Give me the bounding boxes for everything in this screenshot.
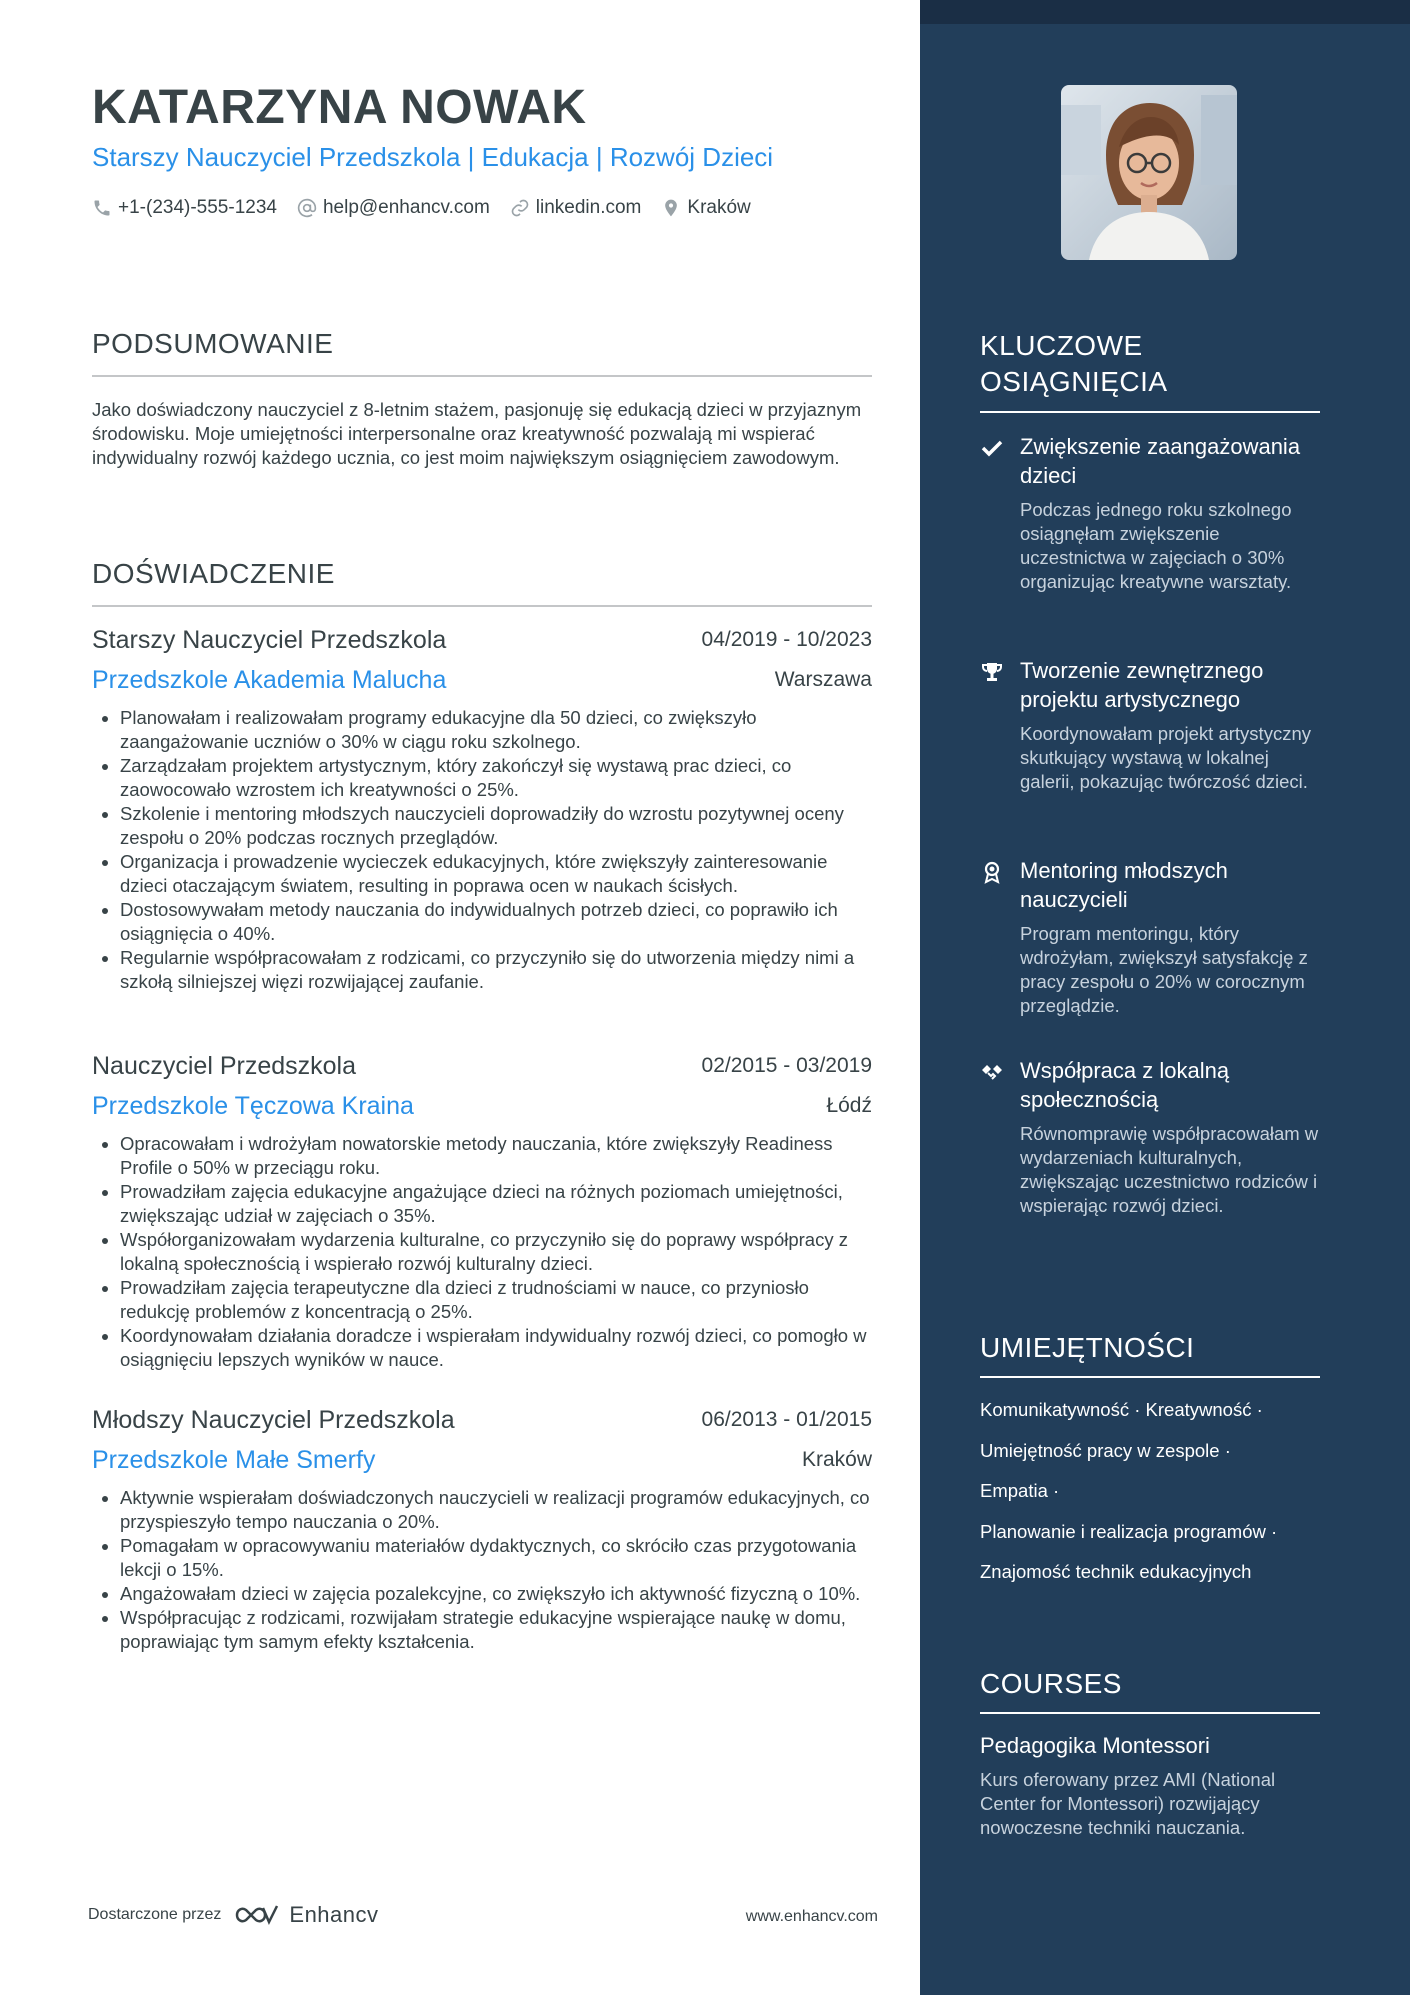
job-bullet: • Planowałam i realizowałam programy edukacyjne dla 50 dzieci, co zwiększyło zaangażowanie uczniów o 30% w ciągu roku szkolnego. — [120, 706, 872, 754]
skill-line: Komunikatywność · Kreatywność · — [980, 1399, 1263, 1420]
job-bullet: • Organizacja i prowadzenie wycieczek edukacyjnych, które zwiększyły zainteresowanie dzieci otaczającym światem, resulting in poprawa ocen w naukach ścisłych. — [120, 850, 872, 898]
sidebar — [920, 0, 1410, 1995]
job-location: Warszawa — [774, 668, 872, 691]
job-location: Kraków — [801, 1448, 872, 1471]
brand-name: Enhancv — [289, 1902, 379, 1927]
achievement-title: Współpraca z lokalną społecznością — [1020, 1058, 1230, 1112]
job-bullet: • Opracowałam i wdrożyłam nowatorskie metody nauczania, które zwiększyły Readiness Profile o 50% w przeciągu roku. — [120, 1132, 872, 1180]
job-bullet: • Regularnie współpracowałam z rodzicami, co przyczyniło się do utworzenia między nimi a szkołą silniejszej więzi rozwijającej zaufanie. — [120, 946, 872, 994]
contact-linkedin — [510, 197, 642, 219]
experience-divider — [92, 605, 872, 607]
job-title: Młodszy Nauczyciel Przedszkola — [92, 1406, 455, 1434]
phone-icon — [92, 198, 112, 218]
achievements-heading-line2: OSIĄGNIĘCIA — [980, 366, 1168, 397]
achievement-description: Równomprawię współpracowałam w wydarzeniach kulturalnych, zwiększając uczestnictwo rodziców i wspierając rozwój dzieci. — [1020, 1123, 1319, 1216]
job-entry — [92, 1052, 872, 1372]
footer-branding — [88, 1902, 379, 1928]
job-bullet: • Pomagałam w opracowywaniu materiałów dydaktycznych, co skróciło czas przygotowania lekcji o 15%. — [120, 1534, 872, 1582]
achievement-title: Mentoring młodszych nauczycieli — [1020, 858, 1228, 912]
course-description: Kurs oferowany przez AMI (National Center for Montessori) rozwijający nowoczesne techniki nauczania. — [980, 1769, 1276, 1838]
enhancv-logo-icon — [233, 1902, 281, 1928]
job-company: Przedszkole Małe Smerfy — [92, 1446, 376, 1474]
achievement-title: Zwiększenie zaangażowania dzieci — [1020, 434, 1301, 488]
contact-phone — [92, 197, 277, 219]
job-bullets — [92, 706, 872, 994]
job-bullet: • Dostosowywałam metody nauczania do indywidualnych potrzeb dzieci, co poprawiło ich osiągnięcia o 40%. — [120, 898, 872, 946]
powered-by-text: Dostarczone przez — [88, 1906, 222, 1923]
link-icon — [510, 198, 530, 218]
achievements-heading — [980, 328, 1168, 400]
footer-url[interactable]: www.enhancv.com — [745, 1908, 878, 1925]
candidate-headline: Starszy Nauczyciel Przedszkola | Edukacja | Rozwój Dzieci — [92, 142, 774, 172]
email-text[interactable]: help@enhancv.com — [322, 197, 490, 218]
at-icon — [297, 198, 317, 218]
job-entry — [92, 626, 872, 994]
job-title: Starszy Nauczyciel Przedszkola — [92, 626, 447, 654]
skill-line: Empatia · — [980, 1480, 1060, 1501]
profile-photo — [1061, 85, 1237, 260]
achievement-title: Tworzenie zewnętrznego projektu artystycznego — [1020, 658, 1264, 712]
phone-text[interactable]: +1-(234)-555-1234 — [118, 197, 277, 218]
linkedin-text[interactable]: linkedin.com — [535, 197, 642, 218]
job-entry — [92, 1406, 872, 1654]
achievements-divider — [980, 411, 1320, 413]
job-company: Przedszkole Tęczowa Kraina — [92, 1092, 414, 1120]
job-dates: 02/2015 - 03/2019 — [701, 1054, 872, 1077]
location-pin-icon — [661, 198, 681, 218]
medal-icon — [980, 860, 1004, 884]
achievement-description: Koordynowałam projekt artystyczny skutkujący wystawą w lokalnej galerii, pokazując twórczość dzieci. — [1020, 723, 1311, 792]
summary-divider — [92, 375, 872, 377]
location-text: Kraków — [687, 197, 751, 218]
check-icon — [980, 436, 1004, 460]
summary-heading: PODSUMOWANIE — [92, 328, 334, 359]
courses-divider — [980, 1712, 1320, 1714]
skill-line: Znajomość technik edukacyjnych — [980, 1561, 1252, 1582]
achievement-description: Program mentoringu, który wdrożyłam, zwiększył satysfakcję z pracy zespołu o 20% w corocznym przeglądzie. — [1020, 923, 1308, 1016]
summary-text: Jako doświadczony nauczyciel z 8-letnim stażem, pasjonuję się edukacją dzieci w przyjaznym środowisku. Moje umiejętności interpersonalne oraz kreatywność pozwalają mi wspierać indywidualny rozwój każdego ucznia, co jest moim największym osiągnięciem zawodowym. — [92, 399, 862, 468]
job-company: Przedszkole Akademia Malucha — [92, 666, 447, 694]
skills-list — [980, 1395, 1340, 1598]
course-title: Pedagogika Montessori — [980, 1733, 1210, 1758]
contact-email — [297, 197, 490, 219]
achievements-heading-line1: KLUCZOWE — [980, 330, 1143, 361]
candidate-name: KATARZYNA NOWAK — [92, 81, 587, 134]
job-dates: 04/2019 - 10/2023 — [701, 628, 872, 651]
handshake-icon — [980, 1060, 1004, 1084]
job-bullet: • Szkolenie i mentoring młodszych nauczycieli doprowadziły do wzrostu pozytywnej oceny zespołu o 20% podczas rocznych przeglądów. — [120, 802, 872, 850]
skills-heading: UMIEJĘTNOŚCI — [980, 1332, 1195, 1363]
job-bullet: • Zarządzałam projektem artystycznym, który zakończył się wystawą prac dzieci, co zaowocowało wzrostem ich kreatywności o 25%. — [120, 754, 872, 802]
job-location: Łódź — [826, 1094, 872, 1117]
job-bullet: • Prowadziłam zajęcia terapeutyczne dla dzieci z trudnościami w nauce, co przyniosło redukcję problemów z koncentracją o 25%. — [120, 1276, 872, 1324]
job-bullet: • Aktywnie wspierałam doświadczonych nauczycieli w realizacji programów edukacyjnych, co przyspieszyło tempo nauczania o 20%. — [120, 1486, 872, 1534]
achievement-description: Podczas jednego roku szkolnego osiągnęłam zwiększenie uczestnictwa w zajęciach o 30% organizując kreatywne warsztaty. — [1020, 499, 1292, 592]
skill-line: Umiejętność pracy w zespole · — [980, 1439, 1231, 1461]
skill-line: Planowanie i realizacja programów · — [980, 1520, 1278, 1542]
job-dates: 06/2013 - 01/2015 — [701, 1408, 872, 1431]
contact-location — [661, 197, 750, 219]
job-title: Nauczyciel Przedszkola — [92, 1052, 356, 1080]
job-bullet: • Prowadziłam zajęcia edukacyjne angażujące dzieci na różnych poziomach umiejętności, zwiększając udział w zajęciach o 35%. — [120, 1180, 872, 1228]
trophy-icon — [980, 660, 1004, 684]
job-bullets — [92, 1132, 872, 1372]
courses-heading: COURSES — [980, 1668, 1122, 1699]
job-bullets — [92, 1486, 872, 1654]
portrait-image — [1061, 85, 1237, 260]
contact-row — [92, 197, 771, 219]
skills-divider — [980, 1376, 1320, 1378]
experience-heading: DOŚWIADCZENIE — [92, 558, 335, 589]
job-bullet: • Współorganizowałam wydarzenia kulturalne, co przyczyniło się do poprawy współpracy z lokalną społecznością i wspierało rozwój kulturalny dzieci. — [120, 1228, 872, 1276]
job-bullet: • Angażowałam dzieci w zajęcia pozalekcyjne, co zwiększyło ich aktywność fizyczną o 10%. — [120, 1582, 872, 1606]
job-bullet: • Współpracując z rodzicami, rozwijałam strategie edukacyjne wspierające naukę w domu, poprawiając tym samym efekty kształcenia. — [120, 1606, 872, 1654]
sidebar-top-bar — [920, 0, 1410, 24]
job-bullet: • Koordynowałam działania doradcze i wspierałam indywidualny rozwój dzieci, co pomogło w osiągnięciu lepszych wyników w nauce. — [120, 1324, 872, 1372]
